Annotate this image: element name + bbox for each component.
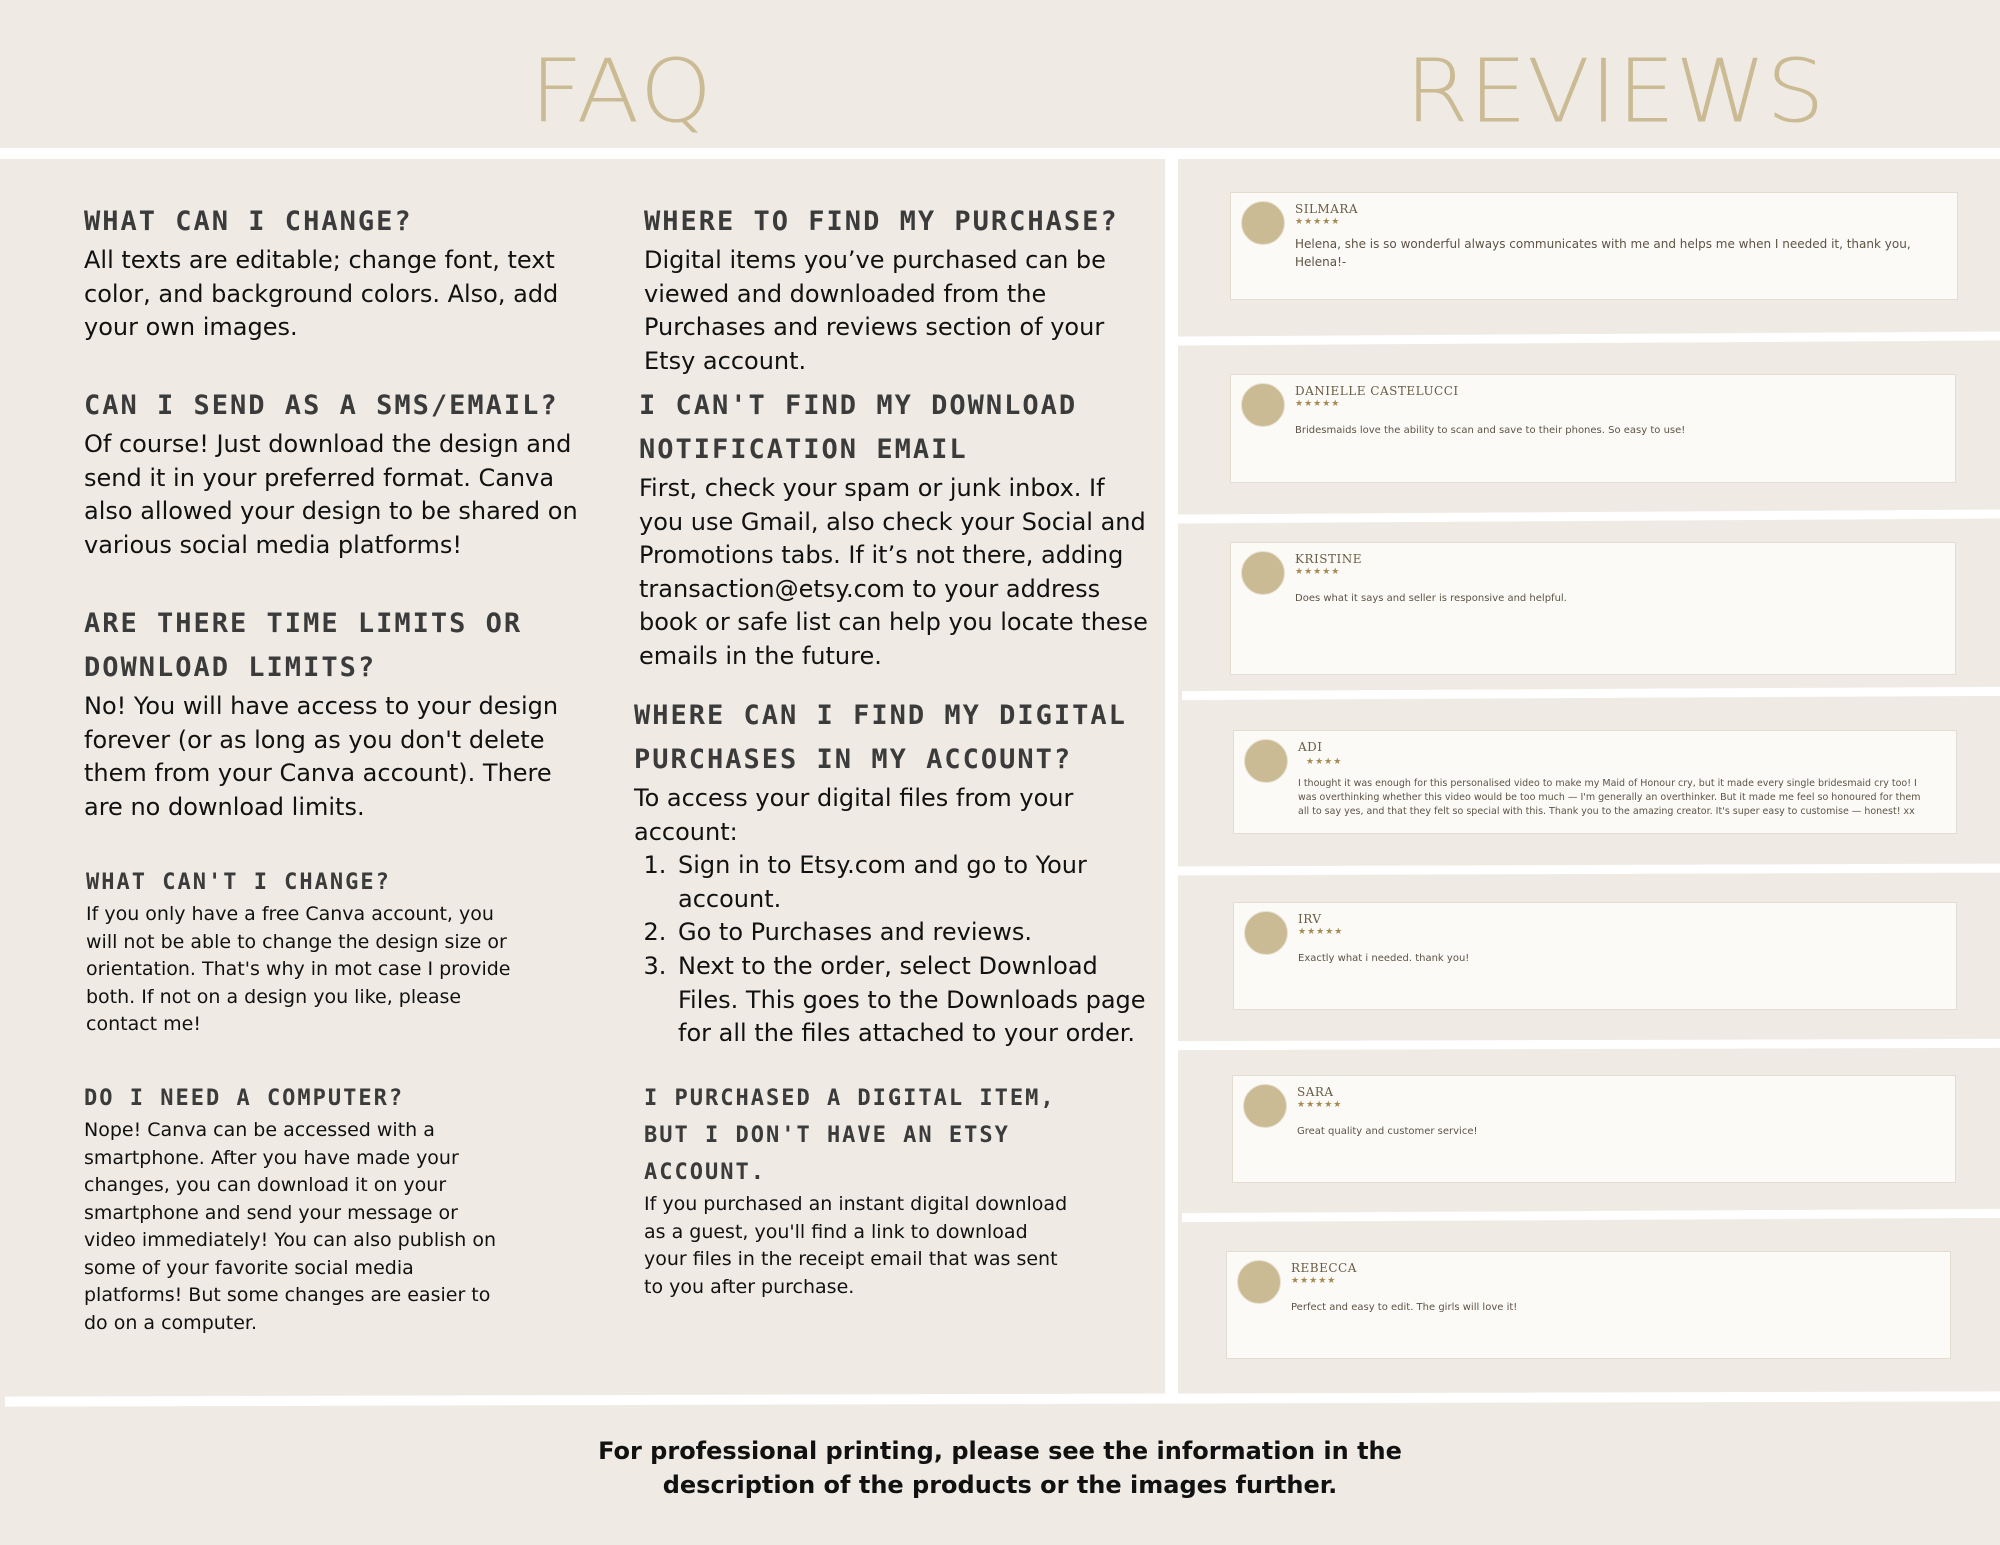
star-rating-icon: ★★★★★ <box>1295 217 1341 227</box>
faq-answer: Digital items you’ve purchased can be viewed and downloaded from the Purchases and reviews section of your Etsy account. <box>644 246 1106 375</box>
review-divider-2 <box>1178 509 2000 523</box>
footer-divider <box>5 1391 2000 1406</box>
faq-question: I CAN'T FIND MY DOWNLOAD NOTIFICATION EMAIL <box>639 390 1078 465</box>
faq-answer: Nope! Canva can be accessed with a smartphone. After you have made your changes, you can download it on your smartphone and send your message or video immediately! You can also publish on some of your favorite social media platforms! But some changes are easier to do on a computer. <box>84 1119 497 1334</box>
avatar <box>1241 383 1285 427</box>
faq-item-time-limits <box>84 602 594 824</box>
review-text: Helena, she is so wonderful always communicates with me and helps me when I needed it, thank you, Helena!- <box>1295 237 1911 269</box>
review-name: ADI <box>1298 740 1323 754</box>
review-card-silmara <box>1230 192 1958 300</box>
review-card-adi <box>1233 730 1957 834</box>
review-text: Exactly what i needed. thank you! <box>1298 953 1470 964</box>
review-text: Bridesmaids love the ability to scan and save to their phones. So easy to use! <box>1295 425 1686 436</box>
faq-item-no-etsy-account <box>644 1080 1074 1301</box>
star-rating-icon: ★★★★★ <box>1298 927 1344 937</box>
faq-step: 2. Go to Purchases and reviews. <box>674 916 1154 950</box>
reviews-title: REVIEWS <box>1405 40 1825 143</box>
review-name: IRV <box>1298 912 1322 926</box>
star-rating-icon: ★★★★★ <box>1295 399 1341 409</box>
faq-item-download-email <box>639 384 1149 674</box>
faq-item-digital-purchases <box>634 694 1154 1051</box>
faq-item-what-can-i-change <box>84 200 594 345</box>
faq-question: WHERE CAN I FIND MY DIGITAL PURCHASES IN MY ACCOUNT? <box>634 700 1127 775</box>
review-card-kristine <box>1230 542 1956 675</box>
review-divider-6 <box>1182 1209 2000 1222</box>
faq-answer: All texts are editable; change font, text color, and background colors. Also, add your own images. <box>84 246 559 342</box>
footer-line-1: For professional printing, please see the information in the <box>598 1437 1402 1465</box>
faq-item-send-sms-email <box>84 384 594 562</box>
faq-question: WHAT CAN'T I CHANGE? <box>86 870 391 895</box>
faq-answer: If you purchased an instant digital download as a guest, you'll find a link to download your files in the receipt email that was sent to you after purchase. <box>644 1193 1068 1298</box>
review-card-sara <box>1232 1075 1956 1183</box>
star-rating-icon: ★★★★★ <box>1295 567 1341 577</box>
review-divider-4 <box>1178 864 2000 876</box>
review-text: Great quality and customer service! <box>1297 1126 1478 1137</box>
review-name: DANIELLE CASTELUCCI <box>1295 384 1459 398</box>
faq-question: I PURCHASED A DIGITAL ITEM, BUT I DON'T HAVE AN ETSY ACCOUNT. <box>644 1086 1056 1185</box>
star-rating-icon: ★★★★ <box>1306 757 1343 767</box>
faq-question: WHERE TO FIND MY PURCHASE? <box>644 206 1119 237</box>
header-divider <box>0 148 2000 159</box>
footer-line-2: description of the products or the images further. <box>662 1471 1338 1499</box>
faq-answer: To access your digital files from your account: <box>634 784 1074 846</box>
review-text: Does what it says and seller is responsive and helpful. <box>1295 593 1567 604</box>
review-text: I thought it was enough for this personalised video to make my Maid of Honour cry, but it made every single bridesmaid cry too! I was overthinking whether this video would be too much — I'm generally an overthinker. But it made me feel so honoured for them all to say yes, and that they felt so special with this. Thank you to the amazing creator. It's super easy to customise — honest! xx <box>1298 778 1921 817</box>
review-card-irv <box>1233 902 1957 1010</box>
faq-question: DO I NEED A COMPUTER? <box>84 1086 405 1111</box>
faq-question: CAN I SEND AS A SMS/EMAIL? <box>84 390 559 421</box>
faq-question: WHAT CAN I CHANGE? <box>84 206 413 237</box>
column-divider <box>1165 158 1178 1394</box>
star-rating-icon: ★★★★★ <box>1291 1276 1337 1286</box>
faq-answer: If you only have a free Canva account, you will not be able to change the design size or orientation. That's why in mot case I provide both. If not on a design you like, please contact me! <box>86 903 511 1035</box>
review-divider-1 <box>1178 331 2000 345</box>
faq-item-need-computer <box>84 1080 514 1337</box>
faq-item-what-cant-i-change <box>86 864 516 1039</box>
avatar <box>1243 1084 1287 1128</box>
review-text: Perfect and easy to edit. The girls will love it! <box>1291 1302 1518 1313</box>
faq-question: ARE THERE TIME LIMITS OR DOWNLOAD LIMITS? <box>84 608 523 683</box>
faq-step: 1. Sign in to Etsy.com and go to Your account. <box>674 849 1154 916</box>
faq-title: FAQ <box>530 40 715 143</box>
star-rating-icon: ★★★★★ <box>1297 1100 1343 1110</box>
footer-note <box>0 1434 2000 1502</box>
review-name: KRISTINE <box>1295 552 1362 566</box>
faq-answer: Of course! Just download the design and send it in your preferred format. Canva also allowed your design to be shared on various social media platforms! <box>84 430 578 559</box>
review-divider-3 <box>1182 687 2000 700</box>
faq-step: 3. Next to the order, select Download Files. This goes to the Downloads page for all the files attached to your order. <box>674 950 1154 1051</box>
review-divider-5 <box>1178 1039 2000 1050</box>
avatar <box>1241 551 1285 595</box>
avatar <box>1237 1260 1281 1304</box>
faq-item-find-purchase <box>644 200 1154 378</box>
avatar <box>1244 911 1288 955</box>
faq-answer: First, check your spam or junk inbox. If you use Gmail, also check your Social and Promotions tabs. If it’s not there, adding transaction@etsy.com to your address book or safe list can help you locate these emails in the future. <box>639 474 1148 670</box>
review-name: SARA <box>1297 1085 1334 1099</box>
avatar <box>1244 739 1288 783</box>
avatar <box>1241 201 1285 245</box>
faq-answer: No! You will have access to your design forever (or as long as you don't delete them from your Canva account). There are no download limits. <box>84 692 559 821</box>
review-name: REBECCA <box>1291 1261 1357 1275</box>
review-card-danielle <box>1230 374 1956 483</box>
review-card-rebecca <box>1226 1251 1951 1359</box>
review-name: SILMARA <box>1295 202 1359 216</box>
faq-steps-list <box>634 849 1154 1051</box>
